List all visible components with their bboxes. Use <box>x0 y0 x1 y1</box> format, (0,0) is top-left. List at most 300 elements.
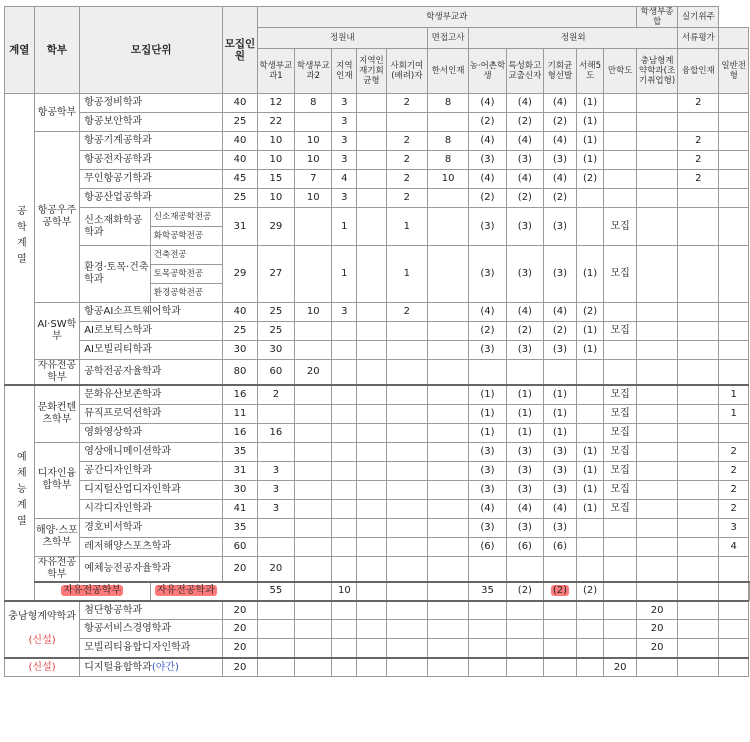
quota-cell: 31 <box>223 208 257 246</box>
value-cell <box>604 639 637 658</box>
quota-cell: 55 <box>257 582 294 601</box>
value-hl: (2) <box>552 585 567 597</box>
unit-name <box>80 658 223 677</box>
value-cell: 4 <box>719 537 749 556</box>
hakbu-free2 <box>34 556 80 582</box>
value-cell: 모집 <box>604 385 637 404</box>
hakbu-design-label: 디자인융합학부 <box>37 468 77 492</box>
value-cell <box>427 461 468 480</box>
value-cell: 2 <box>386 151 427 170</box>
value-cell: (4) <box>469 303 506 322</box>
value-cell: (1) <box>576 132 604 151</box>
value-cell <box>469 639 506 658</box>
value-cell: (3) <box>506 461 543 480</box>
value-cell <box>295 518 332 537</box>
value-cell <box>604 113 637 132</box>
table-row <box>5 537 750 556</box>
value-cell <box>357 341 386 360</box>
value-cell <box>544 601 577 620</box>
value-cell <box>357 461 386 480</box>
header-group-comprehensive: 학생부종합 <box>636 7 677 28</box>
value-cell: (4) <box>506 170 543 189</box>
value-cell: (3) <box>544 518 577 537</box>
hakbu-marine <box>34 518 80 556</box>
table-row <box>5 639 750 658</box>
unit-name <box>80 620 223 639</box>
unit-name <box>80 189 223 208</box>
hakbu-free1 <box>34 360 80 386</box>
value-cell <box>719 620 749 639</box>
header-col-9: 서해5도 <box>576 49 604 94</box>
quota-cell: 40 <box>223 303 257 322</box>
value-cell: 15 <box>257 170 294 189</box>
value-cell: 8 <box>427 132 468 151</box>
value-cell <box>636 556 677 582</box>
value-cell <box>427 322 468 341</box>
value-cell <box>506 639 543 658</box>
value-cell <box>295 113 332 132</box>
value-cell <box>604 620 637 639</box>
quota-cell: 29 <box>223 246 257 303</box>
table-row <box>5 461 750 480</box>
value-cell: 10 <box>257 151 294 170</box>
value-cell: 모집 <box>604 461 637 480</box>
table-row <box>5 189 750 208</box>
value-cell: 20 <box>295 360 332 386</box>
value-cell <box>357 189 386 208</box>
value-cell: 12 <box>257 94 294 113</box>
value-cell <box>544 582 577 601</box>
unit-name-text: 레저해양스포츠학과 <box>84 540 172 552</box>
value-cell <box>257 537 294 556</box>
value-cell: 1 <box>719 385 749 404</box>
value-cell: 2 <box>386 303 427 322</box>
value-cell: 3 <box>332 94 357 113</box>
value-cell <box>257 658 294 677</box>
hakbu-aviation <box>34 94 80 132</box>
group-new-2 <box>5 658 80 677</box>
value-cell <box>295 423 332 442</box>
value-cell <box>357 151 386 170</box>
value-cell <box>636 480 677 499</box>
header-col-11: 충남형계약학과(조기취업형) <box>636 49 677 94</box>
unit-name <box>80 639 223 658</box>
value-cell <box>678 303 719 322</box>
value-cell <box>469 658 506 677</box>
value-cell: (3) <box>544 208 577 246</box>
value-cell: 2 <box>719 442 749 461</box>
value-cell <box>357 518 386 537</box>
header-sub-in-quota: 정원내 <box>257 28 427 49</box>
table-row <box>5 151 750 170</box>
value-cell: (3) <box>469 208 506 246</box>
table-row <box>5 423 750 442</box>
value-cell <box>576 601 604 620</box>
value-cell: (4) <box>506 303 543 322</box>
value-cell <box>576 556 604 582</box>
value-cell: 3 <box>332 151 357 170</box>
value-cell: (2) <box>469 322 506 341</box>
value-cell: 10 <box>295 189 332 208</box>
table-row <box>5 385 750 404</box>
unit-name-text: 항공산업공학과 <box>84 192 152 204</box>
value-cell <box>719 208 749 246</box>
value-cell: (1) <box>576 151 604 170</box>
value-cell <box>386 423 427 442</box>
value-cell: 모집 <box>604 208 637 246</box>
unit-name <box>80 360 223 386</box>
quota-cell: 35 <box>223 442 257 461</box>
unit-name-text: 문화유산보존학과 <box>84 389 162 401</box>
value-cell <box>427 341 468 360</box>
value-cell: 3 <box>332 132 357 151</box>
value-cell <box>295 537 332 556</box>
table-row <box>5 208 750 227</box>
value-cell <box>469 556 506 582</box>
value-cell: (4) <box>469 170 506 189</box>
value-cell <box>506 360 543 386</box>
unit-name <box>80 151 223 170</box>
value-cell <box>386 341 427 360</box>
group-free-main-label: 자유전공학부 <box>63 585 122 597</box>
value-cell <box>678 385 719 404</box>
value-cell <box>427 658 468 677</box>
value-cell <box>386 537 427 556</box>
value-cell: (1) <box>506 385 543 404</box>
hakbu-aerospace <box>34 132 80 303</box>
value-cell <box>576 639 604 658</box>
table-body <box>5 94 750 677</box>
value-cell: (3) <box>506 246 543 303</box>
value-cell <box>295 601 332 620</box>
value-cell <box>604 151 637 170</box>
value-cell: (3) <box>506 341 543 360</box>
unit-sub: 토목공학전공 <box>150 265 222 284</box>
table-row <box>5 556 750 582</box>
value-cell <box>357 639 386 658</box>
table-row <box>5 94 750 113</box>
new-badge-2: (신설) <box>28 661 56 673</box>
value-cell <box>576 189 604 208</box>
value-cell: 1 <box>332 246 357 303</box>
hakbu-aviation-label: 항공학부 <box>37 106 77 118</box>
value-cell <box>357 132 386 151</box>
value-cell <box>506 556 543 582</box>
value-cell: (3) <box>506 442 543 461</box>
value-cell: (2) <box>506 189 543 208</box>
value-cell: (3) <box>469 442 506 461</box>
new-badge-1: (신설) <box>28 635 56 647</box>
table-row <box>5 582 750 601</box>
table-row <box>5 404 750 423</box>
value-cell <box>604 582 637 601</box>
value-cell: 모집 <box>604 442 637 461</box>
value-cell <box>386 322 427 341</box>
value-cell <box>678 322 719 341</box>
value-cell <box>357 404 386 423</box>
value-cell <box>295 208 332 246</box>
value-cell: (4) <box>506 132 543 151</box>
value-cell <box>678 360 719 386</box>
header-col-13: 일반전형 <box>719 49 749 94</box>
value-cell <box>469 360 506 386</box>
value-cell <box>636 499 677 518</box>
value-cell <box>636 189 677 208</box>
unit-name <box>80 442 223 461</box>
table-row <box>5 341 750 360</box>
value-cell <box>295 658 332 677</box>
value-cell <box>257 601 294 620</box>
header-quota: 모집인원 <box>223 7 257 94</box>
value-cell: (4) <box>544 499 577 518</box>
unit-name-text: 항공AI소프트웨어학과 <box>84 306 181 318</box>
value-cell <box>678 582 719 601</box>
unit-name-text: 항공서비스경영학과 <box>84 623 172 635</box>
hakbu-aerospace-label: 항공우주공학부 <box>37 205 77 229</box>
value-cell: 1 <box>386 208 427 246</box>
value-cell: 35 <box>469 582 506 601</box>
value-cell: 2 <box>386 170 427 189</box>
value-cell: (1) <box>576 461 604 480</box>
value-cell <box>427 113 468 132</box>
value-cell <box>604 518 637 537</box>
value-cell <box>295 639 332 658</box>
value-cell <box>719 189 749 208</box>
value-cell: 25 <box>257 303 294 322</box>
unit-sub: 환경공학전공 <box>150 284 222 303</box>
table-row <box>5 601 750 620</box>
header-sub-document: 서류평가 <box>678 28 719 49</box>
value-cell <box>719 658 749 677</box>
value-cell: (1) <box>576 480 604 499</box>
value-cell <box>295 461 332 480</box>
unit-name-text: 영화영상학과 <box>84 426 143 438</box>
unit-name-text: 항공정비학과 <box>84 97 143 109</box>
unit-name <box>80 461 223 480</box>
quota-cell: 40 <box>223 94 257 113</box>
value-cell: 모집 <box>604 423 637 442</box>
value-cell <box>636 404 677 423</box>
quota-cell: 41 <box>223 499 257 518</box>
value-cell <box>604 341 637 360</box>
value-cell: 2 <box>386 94 427 113</box>
unit-name <box>80 113 223 132</box>
table-row <box>5 113 750 132</box>
quota-cell: 40 <box>223 132 257 151</box>
value-cell: (4) <box>506 94 543 113</box>
value-cell: (3) <box>506 208 543 246</box>
value-cell: 60 <box>257 360 294 386</box>
value-cell <box>427 442 468 461</box>
value-cell: 1 <box>386 246 427 303</box>
value-cell <box>427 208 468 246</box>
value-cell <box>295 480 332 499</box>
value-cell <box>678 246 719 303</box>
value-cell <box>386 582 427 601</box>
value-cell <box>636 113 677 132</box>
value-cell: 10 <box>295 132 332 151</box>
value-cell <box>427 518 468 537</box>
unit-name-text: 첨단항공학과 <box>84 604 143 616</box>
table-row <box>5 322 750 341</box>
value-cell <box>678 556 719 582</box>
value-cell: 10 <box>257 132 294 151</box>
value-cell <box>678 113 719 132</box>
value-cell <box>544 556 577 582</box>
header-col-3: 지역인재기회균형 <box>357 49 386 94</box>
value-cell: (3) <box>544 480 577 499</box>
value-cell: 8 <box>427 151 468 170</box>
value-cell <box>719 322 749 341</box>
value-cell <box>576 385 604 404</box>
table-row <box>5 620 750 639</box>
value-cell: (1) <box>576 322 604 341</box>
value-cell: (2) <box>544 322 577 341</box>
value-cell <box>749 582 750 601</box>
value-cell: (2) <box>576 303 604 322</box>
value-cell: 모집 <box>604 499 637 518</box>
value-cell <box>386 442 427 461</box>
value-cell <box>427 499 468 518</box>
value-cell: (2) <box>544 113 577 132</box>
quota-cell: 20 <box>223 639 257 658</box>
value-cell: 10 <box>257 189 294 208</box>
value-cell <box>357 442 386 461</box>
value-cell <box>604 360 637 386</box>
quota-cell: 31 <box>223 461 257 480</box>
value-cell <box>357 170 386 189</box>
value-cell: (6) <box>506 537 543 556</box>
hakbu-free2-label: 자유전공학부 <box>37 556 77 580</box>
unit-name-text: 예체능전공자율학과 <box>84 562 172 574</box>
group-cn-contract <box>5 601 80 658</box>
group-arts <box>5 385 35 601</box>
value-cell: 27 <box>257 246 294 303</box>
value-cell: 10 <box>332 582 357 601</box>
value-cell: 2 <box>678 151 719 170</box>
header-sub-interview: 면접고사 <box>427 28 468 49</box>
value-cell <box>636 518 677 537</box>
value-cell: 모집 <box>604 322 637 341</box>
unit-name-text: 공학전공자율학과 <box>84 366 162 378</box>
value-cell <box>427 385 468 404</box>
value-cell <box>357 658 386 677</box>
value-cell <box>357 423 386 442</box>
value-cell <box>427 423 468 442</box>
value-cell: (3) <box>469 518 506 537</box>
table-row <box>5 499 750 518</box>
value-cell <box>357 620 386 639</box>
unit-name <box>80 537 223 556</box>
value-cell <box>386 113 427 132</box>
value-cell <box>332 537 357 556</box>
value-cell: 10 <box>295 303 332 322</box>
value-cell <box>357 537 386 556</box>
quota-cell: 25 <box>223 189 257 208</box>
value-cell <box>576 620 604 639</box>
value-cell <box>719 303 749 322</box>
value-cell: 22 <box>257 113 294 132</box>
header-col-4: 사회기여(배려)자 <box>386 49 427 94</box>
quota-cell: 30 <box>223 480 257 499</box>
value-cell: (1) <box>506 404 543 423</box>
unit-name-text: 항공기계공학과 <box>84 135 152 147</box>
table-row <box>5 132 750 151</box>
header-gyeyeol: 계열 <box>5 7 35 94</box>
value-cell <box>678 518 719 537</box>
table-row <box>5 480 750 499</box>
value-cell <box>719 151 749 170</box>
admission-quota-table <box>4 6 750 677</box>
value-cell <box>427 601 468 620</box>
quota-cell: 40 <box>223 151 257 170</box>
value-cell <box>332 601 357 620</box>
unit-name <box>80 94 223 113</box>
value-cell: (1) <box>469 423 506 442</box>
value-cell <box>604 601 637 620</box>
header-sub-out-quota: 정원외 <box>469 28 678 49</box>
unit-name-hl: 자유전공학과 <box>156 585 215 597</box>
value-cell: 3 <box>257 480 294 499</box>
value-cell <box>678 480 719 499</box>
header-col-5: 한서인재 <box>427 49 468 94</box>
value-cell: (2) <box>469 113 506 132</box>
value-cell <box>386 518 427 537</box>
value-cell <box>719 556 749 582</box>
group-free-main <box>34 582 150 601</box>
value-cell <box>469 601 506 620</box>
value-cell: 모집 <box>604 404 637 423</box>
value-cell: 2 <box>719 461 749 480</box>
value-cell: 16 <box>257 423 294 442</box>
value-cell: (4) <box>544 132 577 151</box>
value-cell <box>332 556 357 582</box>
value-cell <box>576 537 604 556</box>
hakbu-aisw-label: AI·SW학부 <box>37 319 77 343</box>
value-cell: 1 <box>332 208 357 246</box>
value-cell <box>295 556 332 582</box>
value-cell <box>636 423 677 442</box>
group-arts-label: 예체능계열 <box>14 451 26 532</box>
value-cell <box>295 322 332 341</box>
unit-name: 신소재화학공학과 <box>80 208 151 246</box>
value-cell: 4 <box>332 170 357 189</box>
table-header <box>5 7 750 94</box>
value-cell <box>678 189 719 208</box>
header-col-0: 학생부교과1 <box>257 49 294 94</box>
value-cell <box>506 601 543 620</box>
unit-name <box>80 601 223 620</box>
value-cell <box>678 423 719 442</box>
value-cell <box>544 658 577 677</box>
value-cell <box>257 442 294 461</box>
value-cell: 20 <box>636 601 677 620</box>
value-cell: 2 <box>678 170 719 189</box>
value-cell: (3) <box>469 480 506 499</box>
value-cell <box>636 322 677 341</box>
value-cell: (1) <box>576 442 604 461</box>
hakbu-culture-label: 문화컨텐츠학부 <box>37 402 77 426</box>
value-cell <box>719 601 749 620</box>
value-cell <box>427 556 468 582</box>
value-cell <box>636 537 677 556</box>
value-cell: 25 <box>257 322 294 341</box>
value-cell <box>357 601 386 620</box>
quota-cell: 25 <box>223 113 257 132</box>
value-cell <box>386 385 427 404</box>
value-cell <box>604 170 637 189</box>
value-cell <box>332 360 357 386</box>
